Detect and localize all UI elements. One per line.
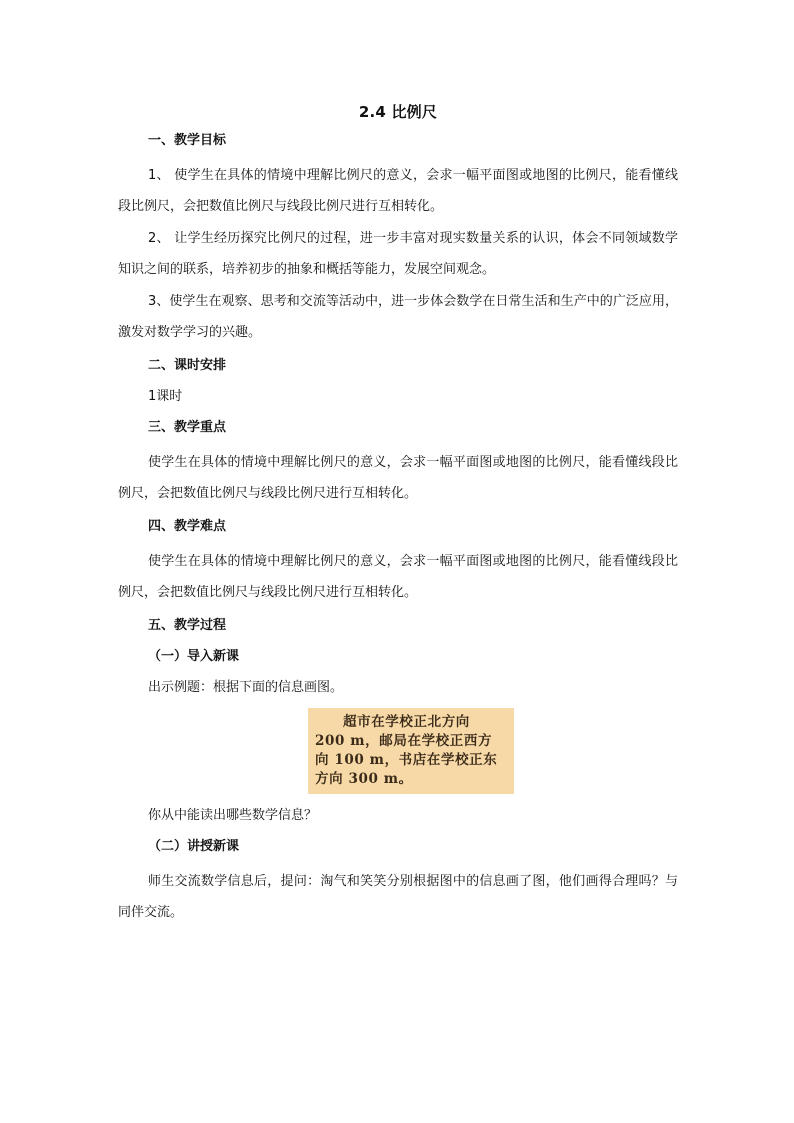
subsection-heading-intro: （一）导入新课 [148,649,240,664]
document-body [118,100,678,929]
keypoints-text: 使学生在具体的情境中理解比例尺的意义，会求一幅平面图或地图的比例尺，能看懂线段比例尺，会把数值比例尺与线段比例尺进行互相转化。 [118,455,678,501]
subsection-heading-teach: （二）讲授新课 [148,839,240,854]
intro-prompt: 出示例题：根据下面的信息画图。 [148,680,344,695]
goal-item-3: 3、使学生在观察、思考和交流等活动中，进一步体会数学在日常生活和生产中的广泛应用，激发对数学学习的兴趣。 [118,294,678,340]
section-heading-keypoints: 三、教学重点 [148,420,227,435]
goal-item-2: 2、 让学生经历探究比例尺的过程，进一步丰富对现实数量关系的认识，体会不同领域数学知识之间的联系，培养初步的抽象和概括等能力，发展空间观念。 [118,231,678,277]
goal-item-1: 1、 使学生在具体的情境中理解比例尺的意义，会求一幅平面图或地图的比例尺，能看懂线段比例尺，会把数值比例尺与线段比例尺进行互相转化。 [118,168,678,214]
intro-question: 你从中能读出哪些数学信息？ [148,808,318,823]
section-heading-schedule: 二、课时安排 [148,358,227,373]
section-heading-goals: 一、教学目标 [148,133,227,148]
example-line-4: 方向 300 m。 [315,771,413,787]
teach-text: 师生交流数学信息后，提问：淘气和笑笑分别根据图中的信息画了图，他们画得合理吗？与同伴交流。 [118,874,678,920]
section-heading-process: 五、教学过程 [148,618,227,633]
example-line-1: 超市在学校正北方向 [343,714,470,730]
example-line-2: 200 m，邮局在学校正西方 [315,733,493,749]
schedule-text: 1课时 [148,389,183,404]
difficulties-text: 使学生在具体的情境中理解比例尺的意义，会求一幅平面图或地图的比例尺，能看懂线段比例尺，会把数值比例尺与线段比例尺进行互相转化。 [118,554,678,600]
example-figure [118,708,678,794]
page-title: 2.4 比例尺 [358,103,438,121]
example-info-box [308,708,514,794]
section-heading-difficulties: 四、教学难点 [148,519,227,534]
example-line-3: 向 100 m，书店在学校正东 [315,752,498,768]
